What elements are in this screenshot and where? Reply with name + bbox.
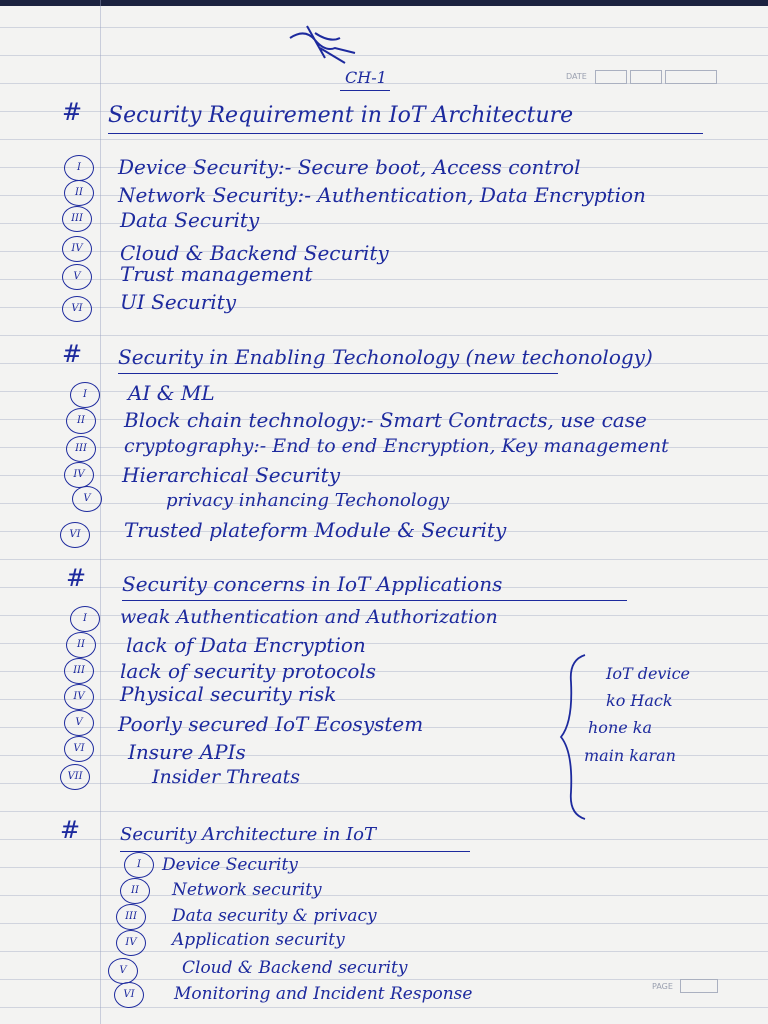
list-item: Block chain technology:- Smart Contracts, use case [124, 408, 647, 432]
section-underline [122, 600, 627, 601]
item-number: V [64, 710, 94, 736]
item-number: V [108, 958, 138, 984]
list-item: lack of security protocols [120, 659, 377, 683]
item-number: IV [62, 236, 92, 262]
date-box-1 [595, 70, 627, 84]
list-item: Monitoring and Incident Response [174, 984, 473, 1004]
chapter-label: CH-1 [345, 68, 387, 87]
item-number: III [64, 658, 94, 684]
list-item: Network Security:- Authentication, Data Encryption [118, 183, 646, 207]
list-item: Trusted plateform Module & Security [124, 518, 507, 542]
list-item: Network security [172, 880, 322, 900]
item-number: VI [60, 522, 90, 548]
item-number: IV [116, 930, 146, 956]
side-note-line: ko Hack [606, 691, 673, 710]
section-title: Security Architecture in IoT [120, 824, 376, 845]
section-marker: # [66, 564, 87, 592]
signature-scribble [285, 18, 365, 68]
list-item: weak Authentication and Authorization [120, 606, 498, 628]
item-number: III [116, 904, 146, 930]
section-title: Security concerns in IoT Applications [122, 572, 503, 596]
list-item: Cloud & Backend security [182, 958, 408, 978]
item-number: III [62, 206, 92, 232]
item-number: V [72, 486, 102, 512]
item-number: IV [64, 462, 94, 488]
list-item: Physical security risk [120, 682, 337, 706]
list-item: Trust management [120, 262, 313, 286]
list-item: cryptography:- End to end Encryption, Key management [124, 435, 669, 457]
section-marker: # [62, 98, 83, 126]
list-item: Insure APIs [128, 740, 246, 764]
item-number: I [70, 382, 100, 408]
date-box-3 [665, 70, 717, 84]
list-item: Insider Threats [152, 766, 301, 788]
item-number: I [70, 606, 100, 632]
list-item: Cloud & Backend Security [120, 241, 389, 265]
item-number: VI [64, 736, 94, 762]
section-title: Security in Enabling Techonology (new techonology) [118, 345, 653, 369]
section-marker: # [60, 816, 81, 844]
list-item: AI & ML [128, 381, 215, 405]
item-number: V [62, 264, 92, 290]
item-number: II [66, 632, 96, 658]
page-box [680, 979, 718, 993]
brace-icon [555, 652, 595, 822]
list-item: privacy inhancing Techonology [166, 490, 450, 511]
item-number: III [66, 436, 96, 462]
item-number: I [124, 852, 154, 878]
top-edge [0, 0, 768, 6]
list-item: Data security & privacy [172, 906, 377, 926]
item-number: II [64, 180, 94, 206]
list-item: lack of Data Encryption [126, 633, 366, 657]
section-marker: # [62, 340, 83, 368]
list-item: Data Security [120, 208, 260, 232]
margin-line [100, 0, 101, 1024]
list-item: UI Security [120, 290, 237, 314]
section-underline [108, 133, 703, 134]
list-item: Device Security:- Secure boot, Access control [118, 155, 581, 179]
list-item: Device Security [162, 855, 298, 875]
side-note-line: IoT device [606, 664, 691, 683]
side-note-line: main karan [584, 746, 676, 765]
section-title: Security Requirement in IoT Architecture [108, 103, 574, 128]
list-item: Poorly secured IoT Ecosystem [118, 712, 424, 736]
item-number: I [64, 155, 94, 181]
item-number: II [120, 878, 150, 904]
date-label: DATE [566, 72, 587, 81]
list-item: Application security [172, 930, 345, 950]
section-underline [120, 851, 470, 852]
chapter-underline [340, 90, 390, 91]
item-number: IV [64, 684, 94, 710]
date-box-2 [630, 70, 662, 84]
page-label: PAGE [652, 982, 673, 991]
section-underline [118, 373, 558, 374]
side-note-line: hone ka [588, 718, 653, 737]
item-number: VII [60, 764, 90, 790]
item-number: II [66, 408, 96, 434]
item-number: VI [114, 982, 144, 1008]
list-item: Hierarchical Security [122, 463, 340, 487]
item-number: VI [62, 296, 92, 322]
